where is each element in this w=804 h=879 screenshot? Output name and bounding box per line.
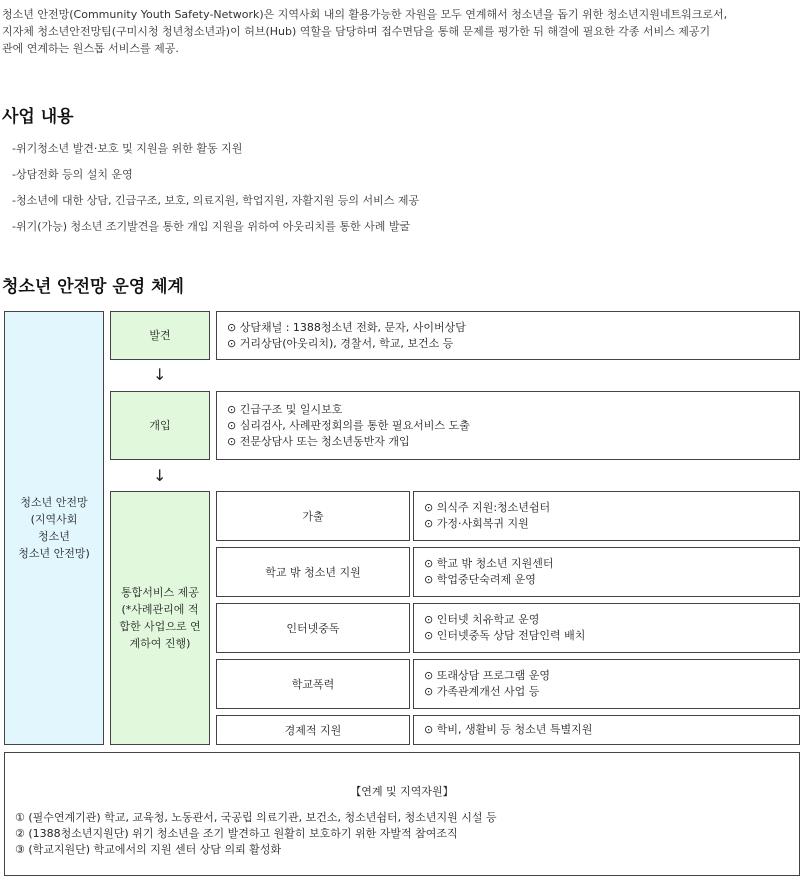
detail-item: ⊙ 또래상담 프로그램 운영: [424, 669, 550, 682]
intro-paragraph: [2, 6, 802, 57]
service-category-label: 경제적 지원: [284, 723, 342, 737]
detail-item: ⊙ 심리검사, 사례판정회의를 통한 필요서비스 도출: [227, 418, 470, 432]
service-details: [413, 659, 800, 709]
intro-line: 청소년 안전망(Community Youth Safety-Network)은 지역사회 내의 활용가능한 자원을 모두 연계해서 청소년을 돕기 위한 청소년지원네트워크로서,: [2, 8, 728, 21]
service-category-label: 인터넷중독: [286, 621, 340, 635]
detail-item: ⊙ 전문상담사 또는 청소년동반자 개입: [227, 434, 410, 448]
service-category-label: 학교폭력: [291, 677, 335, 691]
service-details: [413, 715, 800, 745]
detail-item: ⊙ 거리상담(아웃리치), 경찰서, 학교, 보건소 등: [227, 336, 454, 350]
service-category: [216, 659, 410, 709]
youth-safety-net-box: [4, 311, 104, 745]
integrated-label-line: 합한 사업으로 연: [119, 620, 201, 633]
system-heading: 청소년 안전망 운영 체계: [2, 277, 184, 297]
intervene-details: [216, 391, 800, 460]
left-box-line: (지역사회: [30, 513, 78, 526]
intro-line: 지자체 청소년안전망팀(구미시청 청년청소년과)이 허브(Hub) 역할을 담당하며 접수면담을 통해 문제를 평가한 뒤 해결에 필요한 각종 서비스 제공기: [2, 25, 711, 38]
down-arrow-icon: ↓: [153, 466, 167, 485]
service-details: [413, 491, 800, 541]
linkage-line: ① (필수연계기관) 학교, 교육청, 노동관서, 국공립 의료기관, 보건소, 청소년쉼터, 청소년지원 시설 등: [15, 811, 497, 824]
linkage-title: 【연계 및 지역자원】: [350, 785, 454, 798]
stage-intervene: [110, 391, 210, 460]
service-category-label: 가출: [302, 509, 324, 523]
stage-discover: [110, 311, 210, 360]
detail-item: ⊙ 상담채널 : 1388청소년 전화, 문자, 사이버상담: [227, 320, 466, 334]
business-item: -위기(가능) 청소년 조기발견을 통한 개입 지원을 위하여 아웃리치를 통한 사례 발굴: [12, 220, 411, 233]
service-category-label: 학교 밖 청소년 지원: [265, 565, 361, 579]
business-item: -위기청소년 발견·보호 및 지원을 위한 활동 지원: [12, 142, 243, 155]
detail-item: ⊙ 인터넷 치유학교 운영: [424, 613, 540, 626]
detail-item: ⊙ 학비, 생활비 등 청소년 특별지원: [424, 723, 593, 736]
detail-item: ⊙ 학업중단숙려제 운영: [424, 573, 536, 586]
detail-item: ⊙ 인터넷중독 상담 전담인력 배치: [424, 629, 586, 642]
stage-integrated-service: [110, 491, 210, 745]
integrated-label-line: 계하여 진행): [129, 637, 191, 650]
integrated-label-line: 통합서비스 제공: [121, 586, 199, 599]
business-item: -청소년에 대한 상담, 긴급구조, 보호, 의료지원, 학업지원, 자활지원 등의 서비스 제공: [12, 194, 420, 207]
detail-item: ⊙ 가족관계개선 사업 등: [424, 685, 540, 698]
discover-details: [216, 311, 800, 360]
business-heading: 사업 내용: [2, 107, 74, 127]
service-category: [216, 491, 410, 541]
stage-discover-label: 발견: [149, 329, 171, 342]
integrated-label-line: (*사례관리에 적: [121, 603, 199, 616]
business-item: -상담전화 등의 설치 운영: [12, 168, 133, 181]
detail-item: ⊙ 의식주 지원:청소년쉼터: [424, 501, 551, 514]
left-box-line: 청소년 안전망): [18, 547, 90, 560]
left-box-line: 청소년 안전망: [20, 496, 88, 509]
detail-item: ⊙ 학교 밖 청소년 지원센터: [424, 557, 554, 570]
detail-item: ⊙ 긴급구조 및 일시보호: [227, 402, 343, 416]
stage-intervene-label: 개입: [149, 419, 171, 432]
down-arrow-icon: ↓: [153, 365, 167, 384]
intro-line: 관에 연계하는 원스톱 서비스를 제공.: [2, 42, 179, 55]
service-category: [216, 547, 410, 597]
left-box-line: 청소년: [38, 530, 70, 543]
linkage-resources-box: [4, 752, 800, 876]
service-details: [413, 603, 800, 653]
service-category: [216, 603, 410, 653]
linkage-line: ② (1388청소년지원단) 위기 청소년을 조기 발견하고 원활히 보호하기 위한 자발적 참여조직: [15, 827, 458, 840]
detail-item: ⊙ 가정·사회복귀 지원: [424, 517, 529, 530]
service-category: [216, 715, 410, 745]
service-details: [413, 547, 800, 597]
linkage-line: ③ (학교지원단) 학교에서의 지원 센터 상담 의뢰 활성화: [15, 843, 282, 856]
